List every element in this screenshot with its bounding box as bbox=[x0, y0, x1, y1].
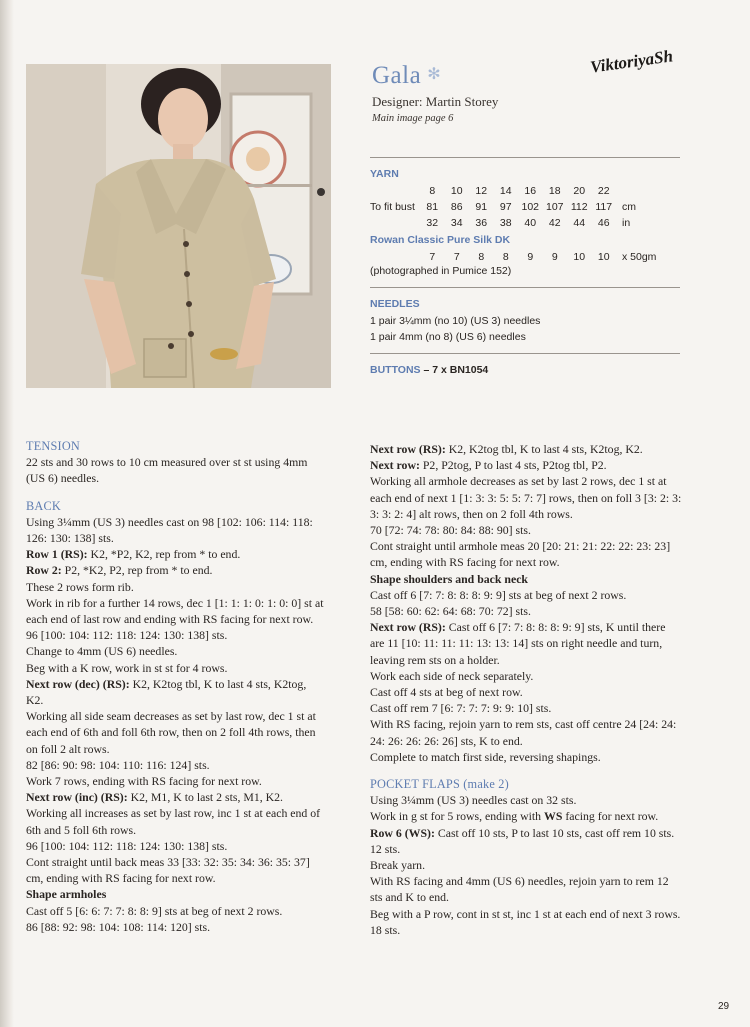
stitch-count: 82 [86: 90: 98: 104: 110: 116: 124] sts. bbox=[26, 757, 210, 772]
instruction: Cast off 6 [7: 7: 8: 8: 8: 9: 9] sts at beg of next 2 rows. bbox=[370, 587, 627, 602]
stitch-count: 70 [72: 74: 78: 80: 84: 88: 90] sts. bbox=[370, 523, 531, 538]
pattern-title: Gala ✻ bbox=[372, 62, 442, 89]
left-column bbox=[26, 438, 326, 935]
garment-photo bbox=[26, 64, 331, 388]
bust-cm-cell: 112 bbox=[570, 201, 588, 213]
instruction: Complete to match first side, reversing shapings. bbox=[370, 749, 601, 764]
unit-cm: cm bbox=[622, 201, 636, 213]
size-cell: 10 bbox=[450, 185, 463, 197]
balls-cell: 7 bbox=[453, 251, 460, 263]
instruction: Cont straight until back meas 33 [33: 32: 35: 34: 36: 35: 37] cm, ending with RS facing for next row. bbox=[26, 855, 310, 886]
balls-cell: 9 bbox=[527, 251, 534, 263]
bust-in-row bbox=[370, 215, 636, 231]
bust-in-cell: 36 bbox=[475, 217, 488, 229]
instruction: Work in g st for 5 rows, ending with WS facing for next row. bbox=[370, 809, 659, 824]
right-column bbox=[370, 441, 682, 938]
yarn-size-table bbox=[370, 183, 636, 231]
instruction: Work 7 rows, ending with RS facing for next row. bbox=[26, 774, 262, 789]
balls-cell: 8 bbox=[478, 251, 485, 263]
instruction: Using 3¼mm (US 3) needles cast on 32 sts. bbox=[370, 793, 577, 808]
size-cell: 14 bbox=[499, 185, 512, 197]
instruction: Using 3¼mm (US 3) needles cast on 98 [102: 106: 114: 118: 126: 130: 138] sts. bbox=[26, 514, 313, 546]
main-image-reference: Main image page 6 bbox=[372, 113, 454, 124]
instruction: Change to 4mm (US 6) needles. bbox=[26, 644, 178, 659]
back-heading: BACK bbox=[26, 498, 61, 513]
instruction: Cast off rem 7 [6: 7: 7: 7: 9: 9: 10] sts. bbox=[370, 701, 552, 716]
bust-in-cell: 32 bbox=[426, 217, 439, 229]
size-cell: 22 bbox=[597, 185, 610, 197]
instruction: Next row (inc) (RS): K2, M1, K to last 2 sts, M1, K2. bbox=[26, 790, 284, 805]
size-cell: 16 bbox=[524, 185, 537, 197]
instruction: Next row (RS): Cast off 6 [7: 7: 8: 8: 8: 9: 9] sts, K until there are 11 [10: 11: 11: 11: 13: 13: 14] sts on right needle and turn, leaving rem sts on a holder. bbox=[370, 620, 666, 667]
instruction: Working all side seam decreases as set by last row, dec 1 st at each end of 6th and foll 6th row, then on 2 foll 4th rows, then on foll 2 alt rows. bbox=[26, 709, 316, 756]
needles-heading: NEEDLES bbox=[370, 298, 420, 310]
page-number: 29 bbox=[718, 1001, 730, 1012]
bust-label: To fit bust bbox=[370, 201, 415, 213]
photographed-note: (photographed in Pumice 152) bbox=[370, 265, 512, 277]
snowflake-icon: ✻ bbox=[427, 66, 442, 83]
tension-heading: TENSION bbox=[26, 439, 80, 453]
size-cell: 12 bbox=[475, 185, 488, 197]
balls-cell: 10 bbox=[573, 251, 586, 263]
bust-in-cell: 38 bbox=[499, 217, 512, 229]
bust-in-cell: 40 bbox=[524, 217, 537, 229]
bust-cm-cell: 107 bbox=[545, 201, 564, 213]
instruction: Work in rib for a further 14 rows, dec 1 [1: 1: 1: 0: 1: 0: 0] st at each end of last row and ending with RS facing for next row. bbox=[26, 595, 324, 627]
instruction: Break yarn. bbox=[370, 858, 426, 873]
divider bbox=[370, 353, 680, 354]
bust-in-cell: 34 bbox=[450, 217, 463, 229]
stitch-count: 96 [100: 104: 112: 118: 124: 130: 138] sts. bbox=[26, 838, 228, 853]
instruction: Row 2: P2, *K2, P2, rep from * to end. bbox=[26, 563, 213, 578]
subheading: Shape armholes bbox=[26, 887, 107, 902]
instruction: Cast off 5 [6: 6: 7: 7: 8: 8: 9] sts at beg of next 2 rows. bbox=[26, 903, 283, 918]
stitch-count: 96 [100: 104: 112: 118: 124: 130: 138] sts. bbox=[26, 628, 228, 643]
size-cell: 18 bbox=[548, 185, 561, 197]
instruction: With RS facing, rejoin yarn to rem sts, cast off centre 24 [24: 24: 24: 26: 26: 26: 26] sts, K to end. bbox=[370, 717, 677, 748]
sizes-row bbox=[370, 183, 636, 199]
bust-cm-cell: 91 bbox=[475, 201, 488, 213]
balls-cell: 8 bbox=[502, 251, 509, 263]
bust-cm-row bbox=[370, 199, 636, 215]
bust-cm-cell: 86 bbox=[450, 201, 463, 213]
stitch-count: 86 [88: 92: 98: 104: 108: 114: 120] sts. bbox=[26, 919, 211, 934]
bust-cm-cell: 117 bbox=[595, 201, 613, 213]
subheading: Shape shoulders and back neck bbox=[370, 571, 528, 586]
size-cell: 8 bbox=[429, 185, 436, 197]
bust-cm-cell: 102 bbox=[521, 201, 540, 213]
divider bbox=[370, 157, 680, 158]
bust-cm-cell: 81 bbox=[426, 201, 439, 213]
buttons-value: – 7 x BN1054 bbox=[420, 364, 489, 376]
designer-credit: Designer: Martin Storey bbox=[372, 94, 499, 109]
bust-in-cell: 46 bbox=[597, 217, 610, 229]
tension-text: 22 sts and 30 rows to 10 cm measured over st st using 4mm (US 6) needles. bbox=[26, 455, 308, 486]
divider bbox=[370, 287, 680, 288]
page-spine-shadow bbox=[0, 0, 14, 1027]
instruction: Work each side of neck separately. bbox=[370, 668, 534, 683]
instruction: Working all armhole decreases as set by last 2 rows, dec 1 st at each end of next 1 [1: 3: 3: 5: 5: 7: 7] rows, then on foll 3 [3: 2: 3: 3: 3: 2: 4] alt rows, then on 2 foll 4th rows. bbox=[370, 474, 682, 521]
bust-cm-cell: 97 bbox=[499, 201, 512, 213]
balls-cell: 9 bbox=[551, 251, 558, 263]
needles-line-2: 1 pair 4mm (no 8) (US 6) needles bbox=[370, 331, 526, 343]
instruction: Next row (RS): K2, K2tog tbl, K to last 4 sts, K2tog, K2. bbox=[370, 442, 643, 456]
instruction: Cont straight until armhole meas 20 [20: 21: 21: 22: 22: 23: 23] cm, ending with RS facing for next row. bbox=[370, 539, 671, 570]
instruction: Row 6 (WS): Cast off 10 sts, P to last 10 sts, cast off rem 10 sts. 12 sts. bbox=[370, 825, 675, 856]
buttons-line bbox=[370, 364, 488, 376]
size-cell: 20 bbox=[573, 185, 586, 197]
needles-line-1: 1 pair 3¼mm (no 10) (US 3) needles bbox=[370, 315, 541, 327]
balls-row bbox=[370, 249, 656, 265]
yarn-heading: YARN bbox=[370, 168, 399, 180]
unit-in: in bbox=[622, 217, 631, 229]
balls-unit: x 50gm bbox=[622, 251, 657, 263]
instruction: Beg with a P row, cont in st st, inc 1 st at each end of next 3 rows. 18 sts. bbox=[370, 906, 681, 937]
bust-in-cell: 44 bbox=[573, 217, 586, 229]
yarn-name: Rowan Classic Pure Silk DK bbox=[370, 234, 511, 246]
instruction: With RS facing and 4mm (US 6) needles, rejoin yarn to rem 12 sts and K to end. bbox=[370, 874, 669, 905]
balls-cell: 7 bbox=[429, 251, 436, 263]
instruction: Beg with a K row, work in st st for 4 rows. bbox=[26, 660, 228, 675]
signature-watermark: ViktoriyaSh bbox=[589, 46, 674, 77]
buttons-heading: BUTTONS bbox=[370, 364, 421, 376]
yarn-balls-table bbox=[370, 249, 656, 265]
bust-in-cell: 42 bbox=[548, 217, 561, 229]
instruction: Next row: P2, P2tog, P to last 4 sts, P2tog tbl, P2. bbox=[370, 458, 607, 473]
balls-cell: 10 bbox=[597, 251, 610, 263]
instruction: Next row (dec) (RS): K2, K2tog tbl, K to last 4 sts, K2tog, K2. bbox=[26, 676, 307, 708]
stitch-count: 58 [58: 60: 62: 64: 68: 70: 72] sts. bbox=[370, 604, 531, 619]
pocket-flaps-heading: POCKET FLAPS (make 2) bbox=[370, 777, 509, 792]
instruction: Working all increases as set by last row, inc 1 st at each end of 6th and 5 foll 6th rows. bbox=[26, 806, 321, 837]
instruction: Row 1 (RS): K2, *P2, K2, rep from * to end. bbox=[26, 547, 241, 562]
instruction: These 2 rows form rib. bbox=[26, 579, 134, 594]
instruction: Cast off 4 sts at beg of next row. bbox=[370, 685, 523, 700]
